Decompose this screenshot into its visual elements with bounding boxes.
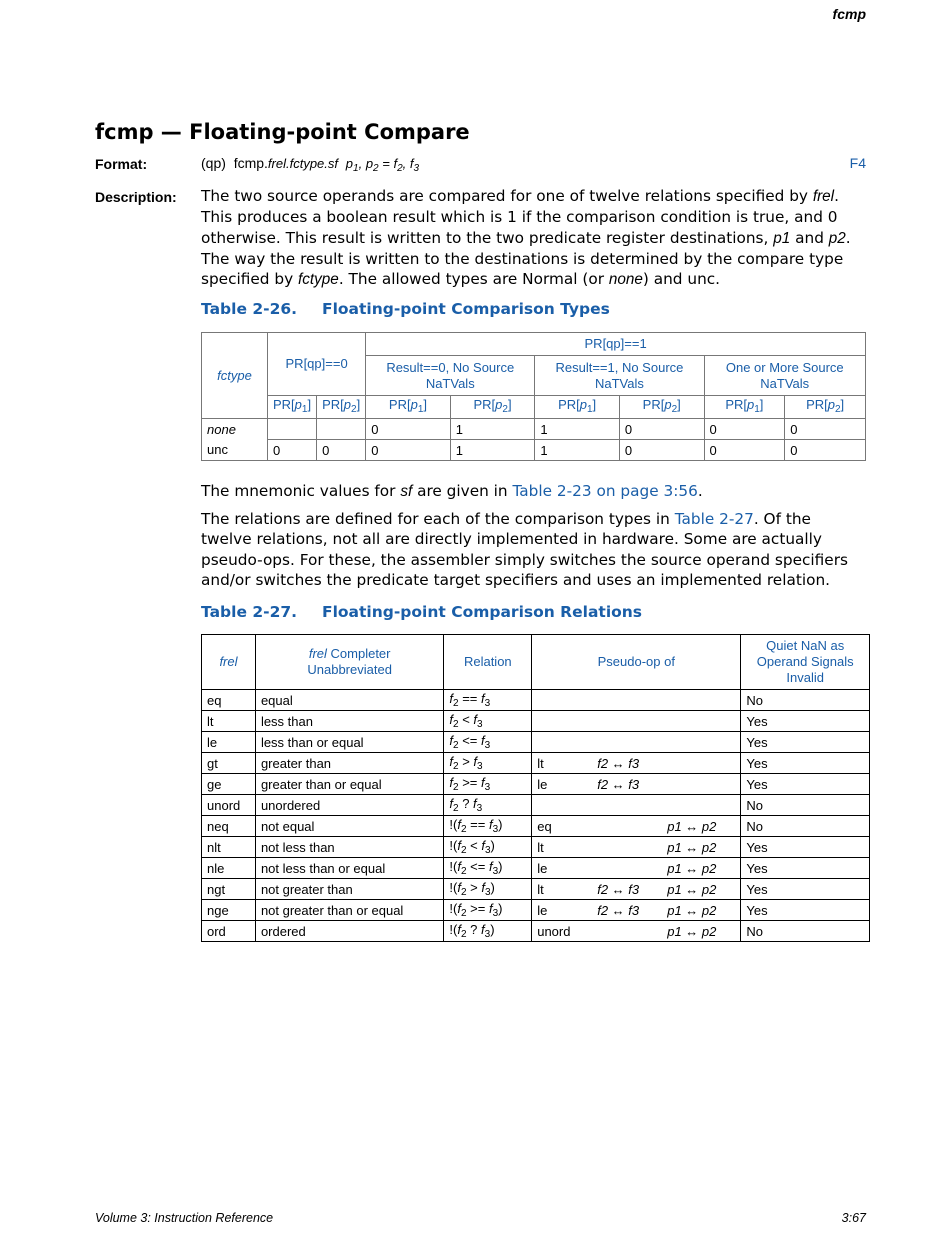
header-pr: $PR[p_2]$ xyxy=(619,396,704,419)
cell-pseudo-op xyxy=(532,732,741,753)
table2-caption: Table 2-27. Floating-point Comparison Relations xyxy=(201,603,643,621)
cell-frel: ngt xyxy=(202,879,256,900)
cell-pseudo-op xyxy=(532,690,741,711)
cell-frel: eq xyxy=(202,690,256,711)
header-completer: frel Completer Unabbreviated xyxy=(255,635,443,690)
cell-rel: $f_2 >= f_3$ xyxy=(444,774,532,795)
table1-caption: Table 2-26. Floating-point Comparison Types xyxy=(201,300,610,318)
table-row xyxy=(202,753,870,774)
header-pr: $PR[p_2]$ xyxy=(785,396,866,419)
table-row: unc 0 0 0 1 1 0 0 0 xyxy=(202,440,866,461)
cell-quiet-nan: Yes xyxy=(741,753,870,774)
cell-full: not greater than or equal xyxy=(255,900,443,921)
cell-quiet-nan: No xyxy=(741,795,870,816)
header-sub: One or More Source NaTVals xyxy=(704,356,866,396)
cell-rel: $!(f_2$ ? $f_3$) xyxy=(444,921,532,942)
table-row xyxy=(202,816,870,837)
cell-rel: $f_2$ ? $f_3$ xyxy=(444,795,532,816)
cell-full: not greater than xyxy=(255,879,443,900)
header-pr: $PR[p_2]$ xyxy=(317,396,366,419)
table-2-23-link[interactable]: Table 2-23 on page 3:56 xyxy=(512,482,698,500)
cell-frel: nge xyxy=(202,900,256,921)
table-row xyxy=(202,837,870,858)
description-paragraph: The two source operands are compared for one of twelve relations specified by frel. This produces a boolean result which is 1 if the comparison condition is true, and 0 otherwise. This result is written to the two predicate register destinations, p1 and p2. The way the result is written to the destinations is determined by the compare type specified by fctype. The allowed types are Normal (or none) and unc. xyxy=(201,187,851,289)
cell-full: not less than or equal xyxy=(255,858,443,879)
cell-full: equal xyxy=(255,690,443,711)
header-frel: frel xyxy=(202,635,256,690)
cell-frel: lt xyxy=(202,711,256,732)
cell-pseudo-op xyxy=(532,711,741,732)
cell-frel: le xyxy=(202,732,256,753)
cell-rel: $!(f_2 >= f_3)$ xyxy=(444,900,532,921)
cell-rel: $f_2 == f_3$ xyxy=(444,690,532,711)
cell-quiet-nan: No xyxy=(741,816,870,837)
table-row xyxy=(202,879,870,900)
format-completers: frel.fctype.sf xyxy=(267,156,338,171)
header-quiet-nan: Quiet NaN as Operand Signals Invalid xyxy=(741,635,870,690)
cell-quiet-nan: Yes xyxy=(741,711,870,732)
table-row xyxy=(202,690,870,711)
cell-quiet-nan: No xyxy=(741,921,870,942)
format-label: Format: xyxy=(95,156,148,172)
cell-rel: $f_2 < f_3$ xyxy=(444,711,532,732)
cell-frel: ge xyxy=(202,774,256,795)
mnemonic-paragraph: The mnemonic values for sf are given in Table 2-23 on page 3:56. xyxy=(201,482,703,500)
cell-full: not less than xyxy=(255,837,443,858)
cell-pseudo-op: unord p1 ↔ p2 xyxy=(532,921,741,942)
cell-pseudo-op: eq p1 ↔ p2 xyxy=(532,816,741,837)
cell-quiet-nan: Yes xyxy=(741,732,870,753)
cell-full: less than or equal xyxy=(255,732,443,753)
header-pr: $PR[p_2]$ xyxy=(450,396,535,419)
cell-full: greater than or equal xyxy=(255,774,443,795)
header-sub: Result==1, No Source NaTVals xyxy=(535,356,704,396)
cell-pseudo-op: lt f2 ↔ f3 p1 ↔ p2 xyxy=(532,879,741,900)
cell-quiet-nan: No xyxy=(741,690,870,711)
format-code: F4 xyxy=(849,155,866,171)
table-2-27-link[interactable]: Table 2-27 xyxy=(674,510,754,528)
format-mnemonic: fcmp. xyxy=(233,155,268,171)
cell-rel: $f_2 <= f_3$ xyxy=(444,732,532,753)
running-header: fcmp xyxy=(832,6,866,22)
page-title: fcmp — Floating-point Compare xyxy=(95,120,470,144)
cell-quiet-nan: Yes xyxy=(741,837,870,858)
cell-rel: $!(f_2 == f_3)$ xyxy=(444,816,532,837)
header-pr: $PR[p_1]$ xyxy=(535,396,620,419)
table-row xyxy=(202,900,870,921)
table-row xyxy=(202,711,870,732)
comparison-types-table xyxy=(201,332,866,461)
cell-frel: gt xyxy=(202,753,256,774)
cell-frel: nle xyxy=(202,858,256,879)
format-qp: (qp) xyxy=(201,155,226,171)
header-fctype: fctype xyxy=(202,333,268,419)
cell-full: unordered xyxy=(255,795,443,816)
cell-frel: nlt xyxy=(202,837,256,858)
cell-quiet-nan: Yes xyxy=(741,774,870,795)
cell-frel: unord xyxy=(202,795,256,816)
footer-page-number: 3:67 xyxy=(841,1211,866,1225)
cell-full: ordered xyxy=(255,921,443,942)
comparison-relations-table xyxy=(201,634,870,942)
header-pr: $PR[p_1]$ xyxy=(366,396,451,419)
cell-pseudo-op: le f2 ↔ f3 p1 ↔ p2 xyxy=(532,900,741,921)
header-sub: Result==0, No Source NaTVals xyxy=(366,356,535,396)
cell-pseudo-op xyxy=(532,795,741,816)
cell-quiet-nan: Yes xyxy=(741,858,870,879)
header-pr: $PR[p_1]$ xyxy=(704,396,785,419)
cell-frel: neq xyxy=(202,816,256,837)
cell-full: less than xyxy=(255,711,443,732)
header-pseudo-op: Pseudo-op of xyxy=(532,635,741,690)
cell-rel: $f_2 > f_3$ xyxy=(444,753,532,774)
description-label: Description: xyxy=(95,189,177,205)
format-syntax xyxy=(201,155,419,174)
cell-frel: ord xyxy=(202,921,256,942)
cell-full: greater than xyxy=(255,753,443,774)
cell-rel: $!(f_2 <= f_3)$ xyxy=(444,858,532,879)
table-row xyxy=(202,795,870,816)
cell-full: not equal xyxy=(255,816,443,837)
cell-quiet-nan: Yes xyxy=(741,900,870,921)
cell-rel: $!(f_2 > f_3)$ xyxy=(444,879,532,900)
cell-pseudo-op: le f2 ↔ f3 xyxy=(532,774,741,795)
relations-paragraph: The relations are defined for each of the comparison types in Table 2-27. Of the twelve relations, not all are directly implemented in hardware. Some are actually pseudo-ops. For these, the assembler simply switches the source operand specifiers and/or switches the predicate target specifiers and uses an implemented relation. xyxy=(201,510,848,589)
table-row xyxy=(202,732,870,753)
cell-pseudo-op: lt p1 ↔ p2 xyxy=(532,837,741,858)
table-row xyxy=(202,858,870,879)
cell-quiet-nan: Yes xyxy=(741,879,870,900)
table-row xyxy=(202,774,870,795)
cell-rel: $!(f_2 < f_3)$ xyxy=(444,837,532,858)
format-operands: $p_1$, $p_2 = f_2$, $f_3$ xyxy=(345,156,420,174)
header-qp1: PR[qp]==1 xyxy=(366,333,866,356)
header-relation: Relation xyxy=(444,635,532,690)
cell-pseudo-op: lt f2 ↔ f3 xyxy=(532,753,741,774)
cell-pseudo-op: le p1 ↔ p2 xyxy=(532,858,741,879)
table-row: none 0 1 1 0 0 0 xyxy=(202,419,866,440)
header-qp0: PR[qp]==0 xyxy=(268,333,366,396)
table-row xyxy=(202,921,870,942)
footer-volume: Volume 3: Instruction Reference xyxy=(95,1211,274,1225)
header-pr: $PR[p_1]$ xyxy=(268,396,317,419)
